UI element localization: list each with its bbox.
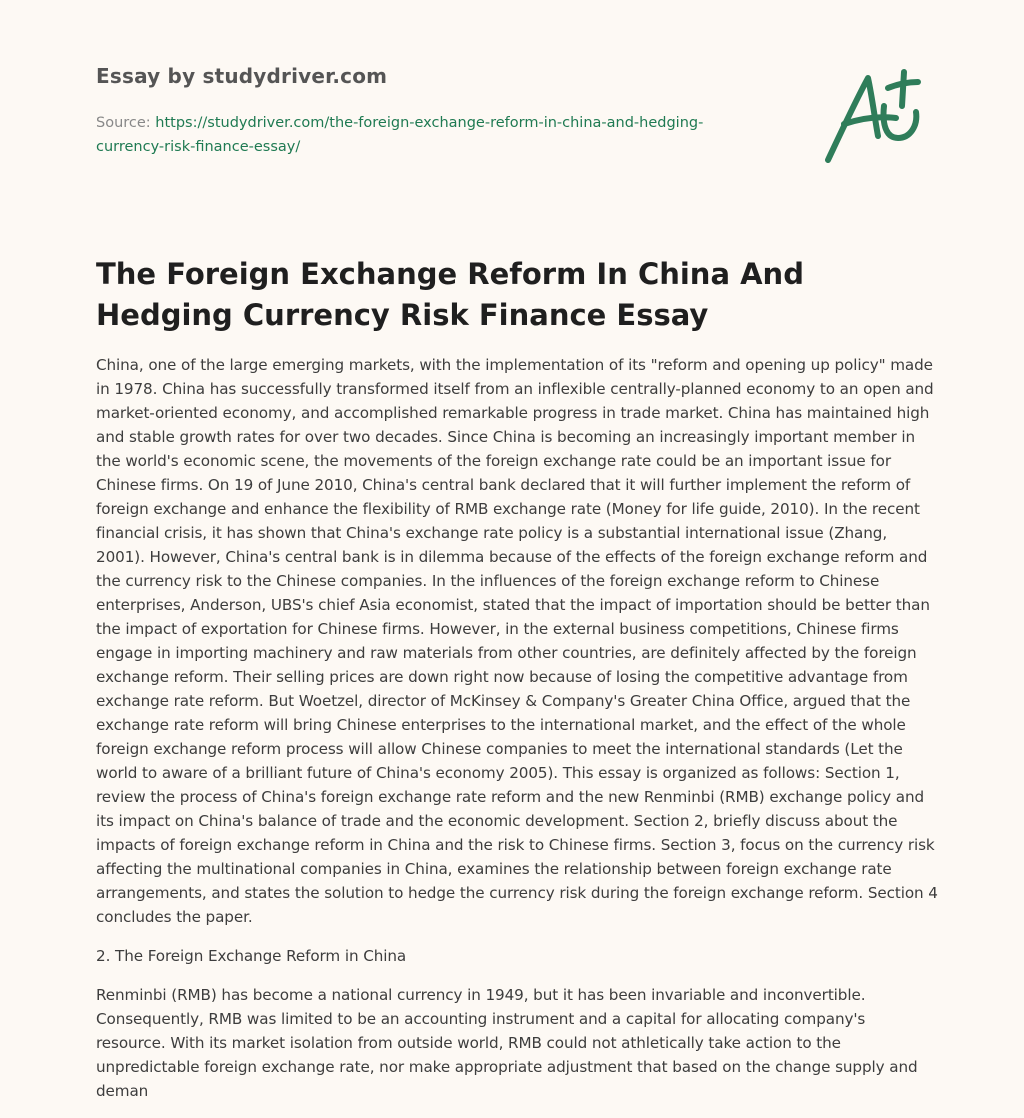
a-crossbar-stroke [844, 117, 896, 124]
document-body [96, 353, 938, 1118]
plus-curve-stroke [884, 106, 917, 138]
source-line [96, 111, 736, 159]
site-title: Essay by studydriver.com [96, 64, 388, 88]
source-label: Source: [96, 115, 156, 131]
a-plus-icon-svg [822, 66, 926, 166]
a-plus-icon [822, 66, 926, 166]
document-title: The Foreign Exchange Reform In China And Hedging Currency Risk Finance Essay [96, 257, 804, 332]
paragraph-intro: China, one of the large emerging markets, with the implementation of its "reform and opening up policy" made in 1978. China has successfully transformed itself from an inflexible centrally-planned economy to an open and market-oriented economy, and accomplished remarkable progress in trade market. China has maintained high and stable growth rates for over two decades. Since China is becoming an increasingly important member in the world's economic scene, the movements of the foreign exchange rate could be an important issue for Chinese firms. On 19 of June 2010, China's central bank declared that it will further implement the reform of foreign exchange and enhance the flexibility of RMB exchange rate (Money for life guide, 2010). In the recent financial crisis, it has shown that China's exchange rate policy is a substantial international issue (Zhang, 2001). However, China's central bank is in dilemma because of the effects of the foreign exchange reform and the currency risk to the Chinese companies. In the influences of the foreign exchange reform to Chinese enterprises, Anderson, UBS's chief Asia economist, stated that the impact of importation should be better than the impact of exportation for Chinese firms. However, in the external business competitions, Chinese firms engage in importing machinery and raw materials from other countries, are definitely affected by the foreign exchange reform. Their selling prices are down right now because of losing the competitive advantage from exchange rate reform. But Woetzel, director of McKinsey & Company's Greater China Office, argued that the exchange rate reform will bring Chinese enterprises to the international market, and the effect of the whole foreign exchange reform process will allow Chinese companies to meet the international standards (Let the world to aware of a brilliant future of China's economy 2005). This essay is organized as follows: Section 1, review the process of China's foreign exchange rate reform and the new Renminbi (RMB) exchange policy and its impact on China's balance of trade and the economic development. Section 2, briefly discuss about the impacts of foreign exchange reform in China and the risk to Chinese firms. Section 3, focus on the currency risk affecting the multinational companies in China, examines the relationship between foreign exchange rate arrangements, and states the solution to hedge the currency risk during the foreign exchange reform. Section 4 concludes the paper. [96, 356, 938, 926]
section-heading: 2. The Foreign Exchange Reform in China [96, 947, 407, 965]
source-link[interactable]: https://studydriver.com/the-foreign-exchange-reform-in-china-and-hedging-currency-risk-finance-essay/ [96, 115, 704, 155]
paragraph-renminbi: Renminbi (RMB) has become a national currency in 1949, but it has been invariable and inconvertible. Consequently, RMB was limited to be an accounting instrument and a capital for allocating company's resource. With its market isolation from outside world, RMB could not athletically take action to the unpredictable foreign exchange rate, nor make appropriate adjustment that based on the change supply and deman [96, 986, 918, 1100]
plus-vertical-stroke [902, 72, 904, 106]
